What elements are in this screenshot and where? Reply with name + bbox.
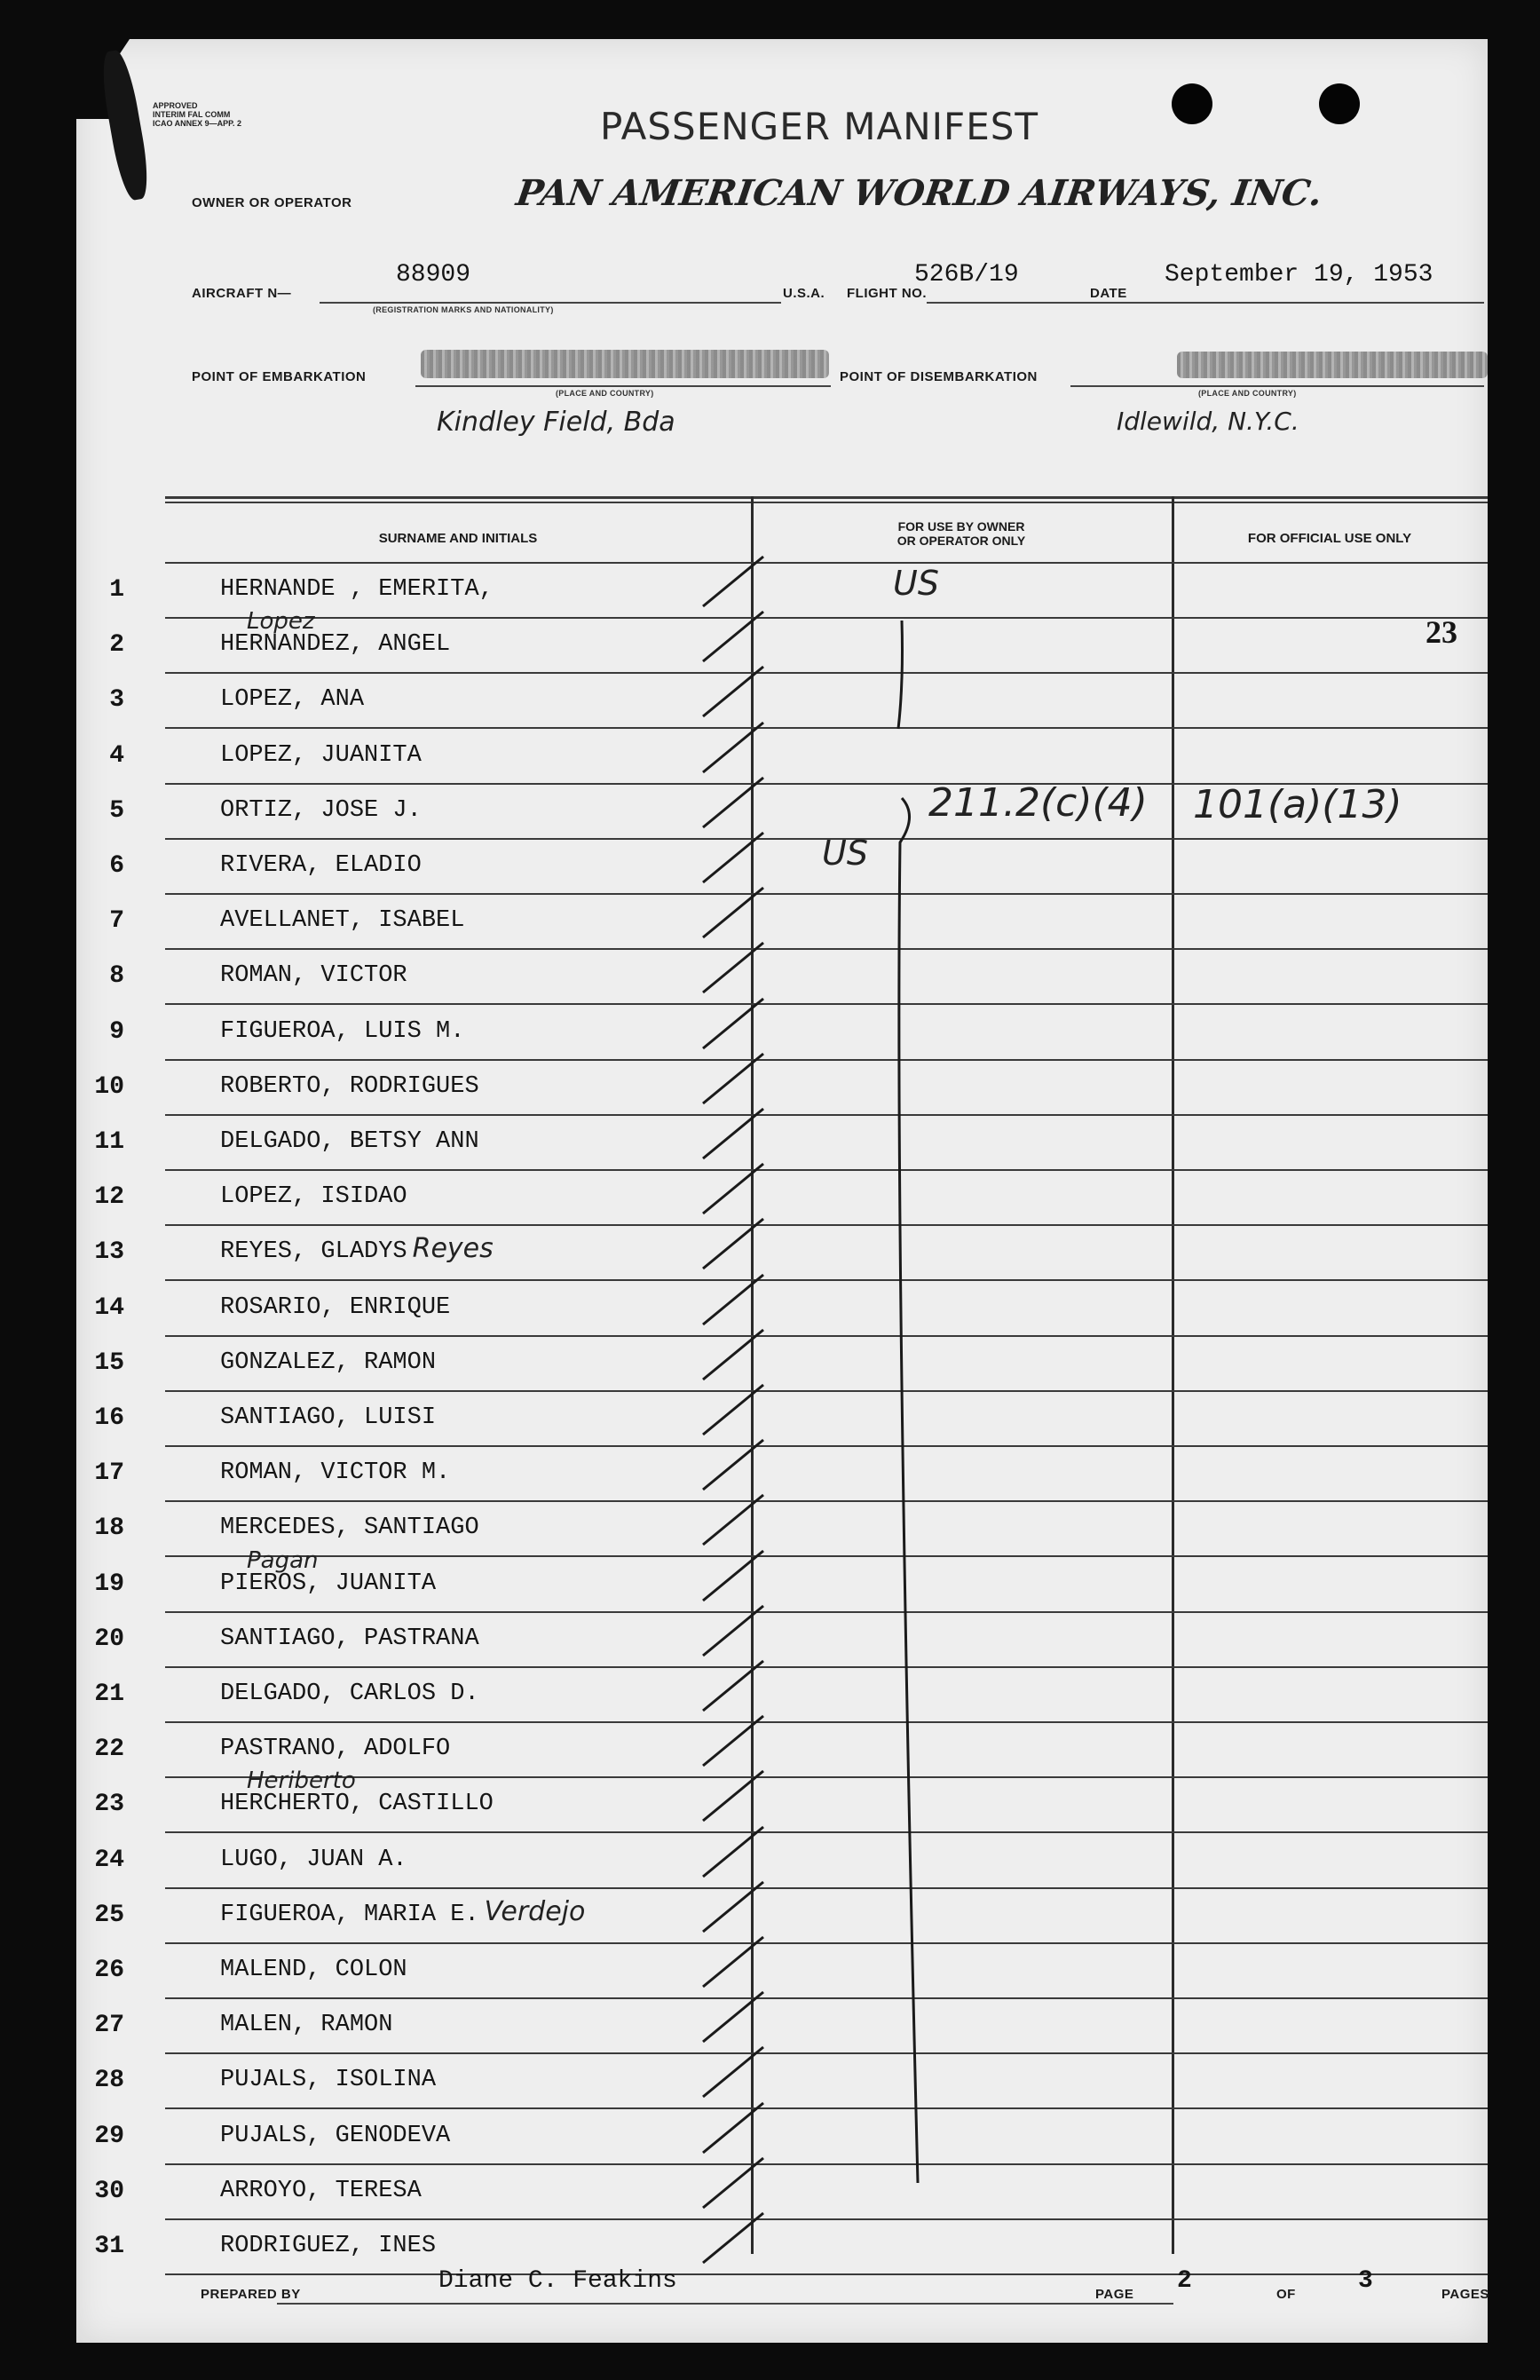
disembarkation-sublabel: (PLACE AND COUNTRY) xyxy=(1198,389,1297,398)
operator-name: PAN AMERICAN WORLD AIRWAYS, INC. xyxy=(513,172,1325,214)
usa-label: U.S.A. xyxy=(783,286,825,301)
embarkation-sublabel: (PLACE AND COUNTRY) xyxy=(556,389,654,398)
row-number: 1 xyxy=(109,576,124,604)
disembarkation-label: POINT OF DISEMBARKATION xyxy=(840,369,1038,384)
redaction-smudge xyxy=(1177,352,1488,378)
row-number: 13 xyxy=(94,1238,124,1267)
passenger-name: MERCEDES, SANTIAGO xyxy=(220,1514,479,1542)
passenger-name: DELGADO, BETSY ANN xyxy=(220,1128,479,1155)
col-owner-header: FOR USE BY OWNER OR OPERATOR ONLY xyxy=(896,519,1026,548)
row-number: 3 xyxy=(109,686,124,715)
passenger-name: PIEROS, JUANITA xyxy=(220,1570,437,1597)
annotation-us: US xyxy=(893,564,939,603)
annotation-code-owner: 211.2(c)(4) xyxy=(928,780,1148,826)
passenger-name: AVELLANET, ISABEL xyxy=(220,907,465,935)
pages-label: PAGES xyxy=(1441,2287,1489,2302)
aircraft-label: AIRCRAFT N— xyxy=(192,286,292,301)
row-number: 10 xyxy=(94,1072,124,1101)
passenger-name: PUJALS, GENODEVA xyxy=(220,2122,451,2149)
passenger-name: DELGADO, CARLOS D. xyxy=(220,1680,479,1707)
passenger-name: GONZALEZ, RAMON xyxy=(220,1348,437,1376)
aircraft-sublabel: (REGISTRATION MARKS AND NATIONALITY) xyxy=(373,305,554,314)
handwritten-correction: Reyes xyxy=(412,1233,494,1265)
col-surname-header: SURNAME AND INITIALS xyxy=(378,531,538,546)
col-official-header: FOR OFFICIAL USE ONLY xyxy=(1247,531,1412,546)
row-number: 27 xyxy=(94,2012,124,2040)
passenger-name: HERCHERTO, CASTILLO xyxy=(220,1791,494,1818)
page-total: 3 xyxy=(1358,2267,1373,2295)
page-label: PAGE xyxy=(1095,2287,1134,2302)
row-number: 9 xyxy=(109,1017,124,1046)
passenger-name: LOPEZ, ISIDAO xyxy=(220,1183,407,1211)
passenger-name: SANTIAGO, LUISI xyxy=(220,1404,437,1431)
flight-label: FLIGHT NO. xyxy=(847,286,927,301)
passenger-name: RODRIGUEZ, INES xyxy=(220,2233,437,2259)
of-label: OF xyxy=(1276,2287,1296,2302)
row-number: 8 xyxy=(109,962,124,991)
passenger-name: ROMAN, VICTOR M. xyxy=(220,1459,451,1487)
row-number: 23 xyxy=(94,1791,124,1819)
handwritten-strokes xyxy=(165,496,1488,2254)
passenger-name: ARROYO, TERESA xyxy=(220,2177,422,2204)
passenger-name: ORTIZ, JOSE J. xyxy=(220,796,422,824)
row-number: 25 xyxy=(94,1901,124,1929)
row-number: 26 xyxy=(94,1957,124,1984)
page-number: 2 xyxy=(1177,2267,1192,2295)
handwritten-correction: Verdejo xyxy=(484,1895,586,1927)
row-number: 14 xyxy=(94,1293,124,1322)
row-number: 19 xyxy=(94,1570,124,1598)
row-number: 20 xyxy=(94,1625,124,1653)
official-count: 23 xyxy=(1425,614,1457,650)
row-number: 24 xyxy=(94,1846,124,1874)
flight-date: September 19, 1953 xyxy=(1165,261,1433,289)
passenger-name: RIVERA, ELADIO xyxy=(220,852,422,879)
row-number: 11 xyxy=(94,1128,124,1156)
prepared-by: Diane C. Feakins xyxy=(438,2267,677,2295)
annotation-us: US xyxy=(822,834,868,873)
row-number: 18 xyxy=(94,1514,124,1543)
date-label: DATE xyxy=(1090,286,1127,301)
handwritten-correction: Heriberto xyxy=(247,1767,356,1795)
document-title: PASSENGER MANIFEST xyxy=(600,105,1039,148)
row-number: 17 xyxy=(94,1459,124,1488)
row-number: 7 xyxy=(109,907,124,936)
row-number: 30 xyxy=(94,2177,124,2205)
handwritten-correction: Lopez xyxy=(247,608,315,636)
embarkation-handwritten: Kindley Field, Bda xyxy=(437,407,675,438)
row-number: 29 xyxy=(94,2122,124,2150)
prepared-label: PREPARED BY xyxy=(201,2287,301,2302)
annotation-code-official: 101(a)(13) xyxy=(1193,782,1402,827)
aircraft-number: 88909 xyxy=(396,261,471,289)
disembarkation-handwritten: Idlewild, N.Y.C. xyxy=(1117,407,1299,436)
row-number: 2 xyxy=(109,631,124,660)
passenger-name: LUGO, JUAN A. xyxy=(220,1846,407,1873)
row-number: 4 xyxy=(109,741,124,770)
punch-hole xyxy=(1319,83,1360,124)
manifest-page xyxy=(76,39,1488,2343)
row-number: 6 xyxy=(109,852,124,880)
row-number: 22 xyxy=(94,1736,124,1764)
row-number: 28 xyxy=(94,2067,124,2095)
handwritten-correction: Pagan xyxy=(247,1546,319,1574)
passenger-name: ROBERTO, RODRIGUES xyxy=(220,1072,479,1100)
redaction-smudge xyxy=(421,350,829,378)
torn-mark xyxy=(97,48,153,202)
passenger-name: LOPEZ, ANA xyxy=(220,686,365,714)
owner-label: OWNER OR OPERATOR xyxy=(192,195,352,210)
row-number: 15 xyxy=(94,1348,124,1377)
passenger-name: PUJALS, ISOLINA xyxy=(220,2067,437,2094)
passenger-name: FIGUEROA, MARIA E. xyxy=(220,1901,479,1928)
passenger-name: FIGUEROA, LUIS M. xyxy=(220,1017,465,1045)
passenger-name: LOPEZ, JUANITA xyxy=(220,741,422,769)
passenger-name: HERNANDEZ, ANGEL xyxy=(220,631,451,659)
row-number: 16 xyxy=(94,1404,124,1432)
passenger-name: MALEND, COLON xyxy=(220,1957,407,1983)
row-number: 21 xyxy=(94,1680,124,1708)
embarkation-label: POINT OF EMBARKATION xyxy=(192,369,367,384)
row-number: 12 xyxy=(94,1183,124,1212)
row-number: 5 xyxy=(109,796,124,825)
flight-number: 526B/19 xyxy=(914,261,1019,289)
passenger-name: PASTRANO, ADOLFO xyxy=(220,1736,451,1763)
punch-hole xyxy=(1172,83,1212,124)
passenger-name: ROMAN, VICTOR xyxy=(220,962,407,990)
row-number: 31 xyxy=(94,2233,124,2260)
passenger-name: HERNANDE , EMERITA, xyxy=(220,576,494,603)
passenger-name: MALEN, RAMON xyxy=(220,2012,393,2039)
passenger-name: REYES, GLADYS xyxy=(220,1238,407,1266)
passenger-name: SANTIAGO, PASTRANA xyxy=(220,1625,479,1652)
approval-stamp: APPROVED INTERIM FAL COMM ICAO ANNEX 9—APP. 2 xyxy=(153,101,242,128)
passenger-name: ROSARIO, ENRIQUE xyxy=(220,1293,451,1321)
passenger-table xyxy=(94,496,1488,2260)
